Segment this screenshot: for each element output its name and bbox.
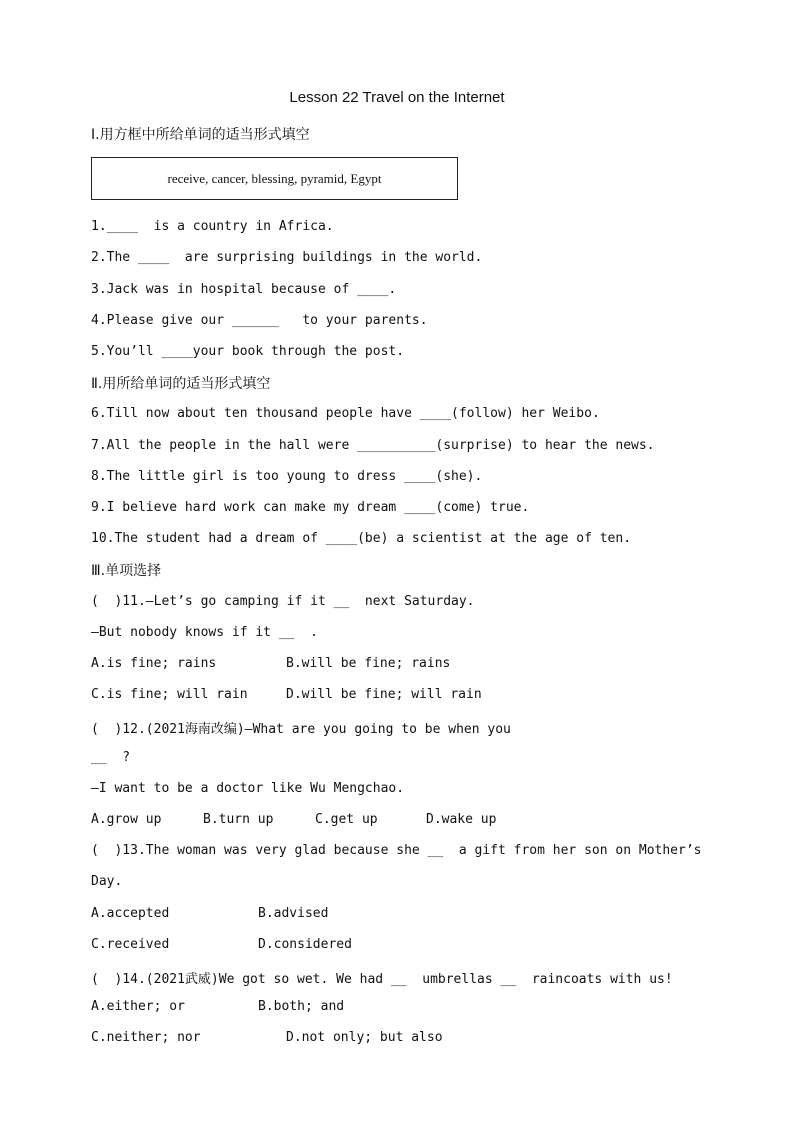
question-12-option-b: B.turn up (203, 812, 274, 827)
question-12-stem: ( )12.(2021海南改编)—What are you going to be when you (91, 722, 511, 737)
question-12-option-d: D.wake up (426, 812, 497, 827)
page-title: Lesson 22 Travel on the Internet (289, 89, 505, 106)
question-12-option-c: C.get up (315, 812, 378, 827)
question-11-stem: ( )11.—Let’s go camping if it __ next Saturday. (91, 594, 475, 609)
section-1-heading: Ⅰ.用方框中所给单词的适当形式填空 (91, 127, 310, 143)
question-11-option-a: A.is fine; rains (91, 656, 217, 671)
question-13-option-c: C.received (91, 937, 170, 952)
question-14-option-d: D.not only; but also (286, 1030, 443, 1045)
word-box (91, 157, 458, 200)
section-2-heading: Ⅱ.用所给单词的适当形式填空 (91, 376, 271, 392)
question-11-option-b: B.will be fine; rains (286, 656, 451, 671)
question-2: 2.The ____ are surprising buildings in the world. (91, 250, 483, 265)
question-11-option-d: D.will be fine; will rain (286, 687, 482, 702)
question-7: 7.All the people in the hall were __________(surprise) to hear the news. (91, 438, 655, 453)
question-1: 1.____ is a country in Africa. (91, 219, 334, 234)
question-9: 9.I believe hard work can make my dream ____(come) true. (91, 500, 530, 515)
question-13-option-a: A.accepted (91, 906, 170, 921)
question-13-option-d: D.considered (258, 937, 352, 952)
section-3-heading: Ⅲ.单项选择 (91, 563, 162, 579)
word-box-words: receive, cancer, blessing, pyramid, Egypt (167, 170, 382, 186)
question-14-option-c: C.neither; nor (91, 1030, 201, 1045)
question-6: 6.Till now about ten thousand people have ____(follow) her Weibo. (91, 406, 600, 421)
question-12-reply: —I want to be a doctor like Wu Mengchao. (91, 781, 405, 796)
question-13-stem: ( )13.The woman was very glad because she __ a gift from her son on Mother’s (91, 843, 702, 858)
question-13-option-b: B.advised (258, 906, 329, 921)
question-8: 8.The little girl is too young to dress ____(she). (91, 469, 483, 484)
question-12-stem-cont: __ ? (91, 750, 131, 765)
question-10: 10.The student had a dream of ____(be) a scientist at the age of ten. (91, 531, 632, 546)
question-11-option-c: C.is fine; will rain (91, 687, 248, 702)
question-12-option-a: A.grow up (91, 812, 162, 827)
question-14-option-b: B.both; and (258, 999, 345, 1014)
question-4: 4.Please give our ______ to your parents. (91, 313, 428, 328)
question-13-stem-cont: Day. (91, 874, 123, 889)
question-11-reply: —But nobody knows if it __ . (91, 625, 318, 640)
question-5: 5.You’ll ____your book through the post. (91, 344, 405, 359)
question-3: 3.Jack was in hospital because of ____. (91, 282, 397, 297)
question-14-stem: ( )14.(2021武威)We got so wet. We had __ umbrellas __ raincoats with us! (91, 972, 673, 987)
question-14-option-a: A.either; or (91, 999, 185, 1014)
